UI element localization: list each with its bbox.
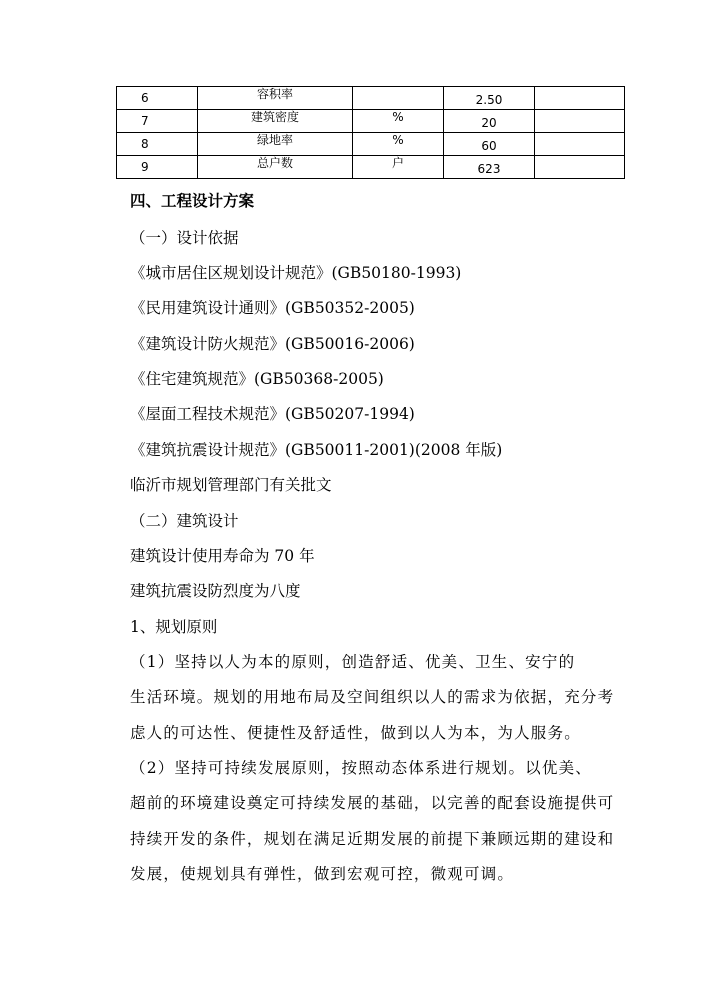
table-row <box>117 110 625 133</box>
indicator-value: 60 <box>481 139 497 153</box>
subsection-title: （一）设计依据 <box>130 229 239 247</box>
planning-title: 1、规划原则 <box>130 618 218 636</box>
indicator-table <box>116 86 625 179</box>
reference-item: 《建筑设计防火规范》(GB50016-2006) <box>130 335 415 353</box>
indicator-note <box>535 133 625 156</box>
row-number: 9 <box>117 156 198 179</box>
reference-item: 《屋面工程技术规范》(GB50207-1994) <box>130 405 415 423</box>
row-number: 7 <box>117 110 198 133</box>
paragraph-line: 持续开发的条件，规划在满足近期发展的前提下兼顾远期的建设和 <box>130 830 615 848</box>
indicator-name: 建筑密度 <box>250 110 299 124</box>
indicator-name: 容积率 <box>256 87 293 101</box>
paragraph-line: 超前的环境建设奠定可持续发展的基础，以完善的配套设施提供可 <box>130 794 615 812</box>
table-row <box>117 87 625 110</box>
indicator-value: 2.50 <box>475 93 503 107</box>
subsection-title: （二）建筑设计 <box>130 512 239 530</box>
paragraph-line: （1）坚持以人为本的原则，创造舒适、优美、卫生、安宁的 <box>130 653 576 671</box>
indicator-unit: 户 <box>391 156 404 170</box>
indicator-name: 总户数 <box>256 156 293 170</box>
design-line: 建筑设计使用寿命为 70 年 <box>130 547 315 565</box>
indicator-unit: % <box>392 110 404 124</box>
reference-item: 《住宅建筑规范》(GB50368-2005) <box>130 370 384 388</box>
row-number: 8 <box>117 133 198 156</box>
reference-item: 《城市居住区规划设计规范》(GB50180-1993) <box>130 264 462 282</box>
table-row <box>117 133 625 156</box>
indicator-note <box>535 110 625 133</box>
paragraph-line: （2）坚持可持续发展原则，按照动态体系进行规划。以优美、 <box>130 759 592 777</box>
reference-item: 《民用建筑设计通则》(GB50352-2005) <box>130 299 415 317</box>
paragraph-line: 发展，使规划具有弹性，做到宏观可控，微观可调。 <box>130 865 515 883</box>
design-line: 建筑抗震设防烈度为八度 <box>130 582 301 600</box>
paragraph-line: 生活环境。规划的用地布局及空间组织以人的需求为依据，充分考 <box>130 688 615 706</box>
indicator-note <box>535 156 625 179</box>
reference-item: 临沂市规划管理部门有关批文 <box>130 476 332 494</box>
table-row <box>117 156 625 179</box>
section-heading: 四、工程设计方案 <box>130 192 255 210</box>
indicator-value: 20 <box>481 116 497 130</box>
indicator-note <box>535 87 625 110</box>
indicator-name: 绿地率 <box>256 133 293 147</box>
indicator-value: 623 <box>477 162 501 176</box>
reference-item: 《建筑抗震设计规范》(GB50011-2001)(2008 年版) <box>130 441 503 459</box>
indicator-unit: % <box>392 133 404 147</box>
paragraph-line: 虑人的可达性、便捷性及舒适性，做到以人为本，为人服务。 <box>130 724 581 742</box>
row-number: 6 <box>117 87 198 110</box>
